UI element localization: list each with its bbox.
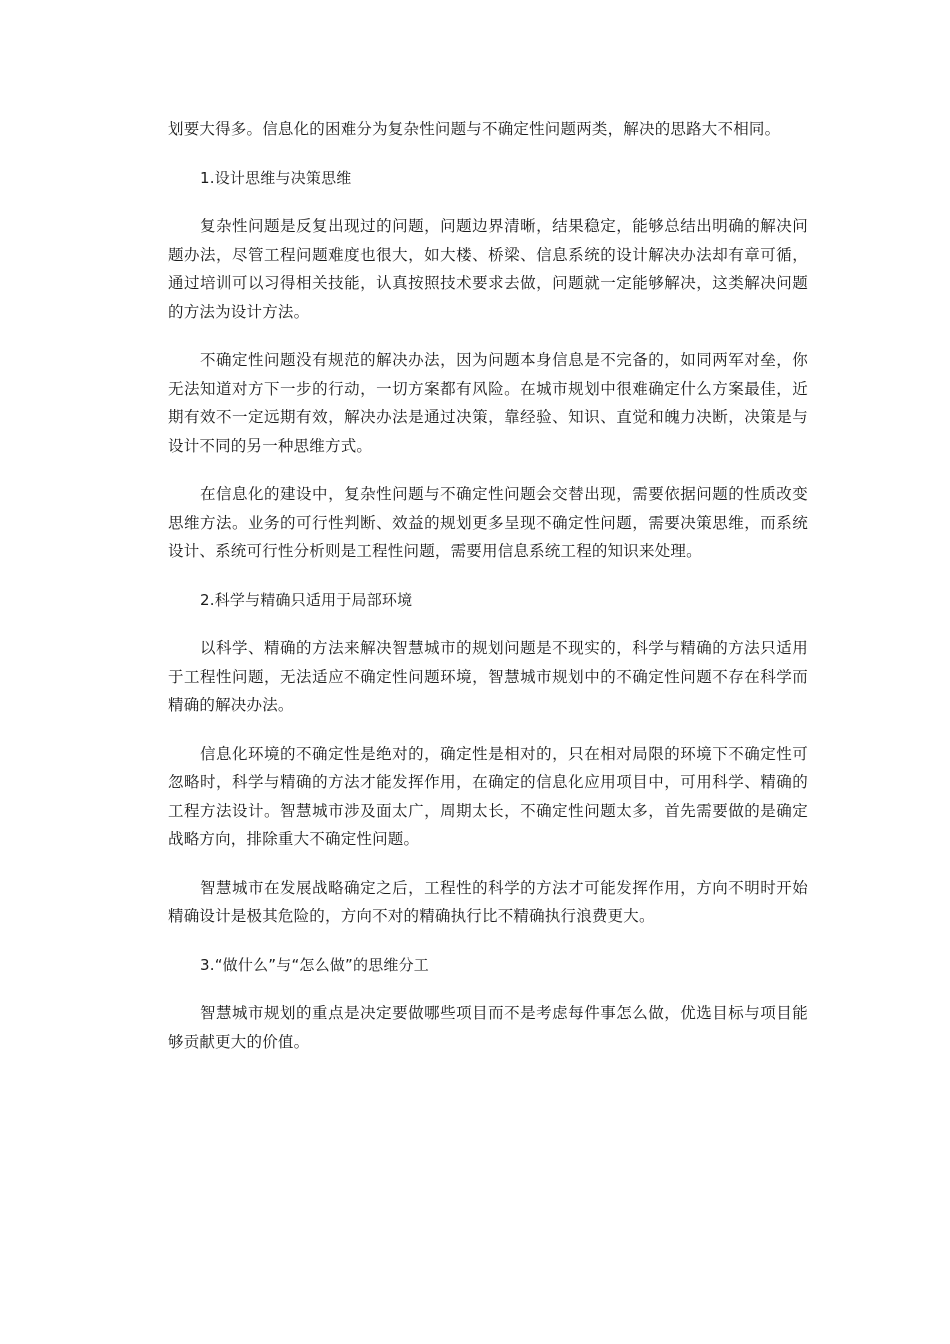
paragraph: 在信息化的建设中，复杂性问题与不确定性问题会交替出现，需要依据问题的性质改变思维方法。业务的可行性判断、效益的规划更多呈现不确定性问题，需要决策思维，而系统设计、系统可行性分析则是工程性问题，需要用信息系统工程的知识来处理。 xyxy=(168,485,808,560)
paragraph: 以科学、精确的方法来解决智慧城市的规划问题是不现实的，科学与精确的方法只适用于工程性问题，无法适应不确定性问题环境，智慧城市规划中的不确定性问题不存在科学而精确的解决办法。 xyxy=(168,639,808,714)
paragraph: 复杂性问题是反复出现过的问题，问题边界清晰，结果稳定，能够总结出明确的解决问题办法，尽管工程问题难度也很大，如大楼、桥梁、信息系统的设计解决办法却有章可循，通过培训可以习得相关技能，认真按照技术要求去做，问题就一定能够解决，这类解决问题的方法为设计方法。 xyxy=(168,217,808,321)
paragraph: 智慧城市规划的重点是决定要做哪些项目而不是考虑每件事怎么做，优选目标与项目能够贡献更大的价值。 xyxy=(168,1004,808,1051)
section-heading: 1.设计思维与决策思维 xyxy=(200,168,352,187)
section-heading: 3.“做什么”与“怎么做”的思维分工 xyxy=(200,955,429,974)
paragraph: 信息化环境的不确定性是绝对的，确定性是相对的，只在相对局限的环境下不确定性可忽略时，科学与精确的方法才能发挥作用，在确定的信息化应用项目中，可用科学、精确的工程方法设计。智慧城市涉及面太广，周期太长，不确定性问题太多，首先需要做的是确定战略方向，排除重大不确定性问题。 xyxy=(168,744,808,848)
section-heading: 2.科学与精确只适用于局部环境 xyxy=(200,590,413,609)
document-body xyxy=(168,115,808,1056)
paragraph: 智慧城市在发展战略确定之后，工程性的科学的方法才可能发挥作用，方向不明时开始精确设计是极其危险的，方向不对的精确执行比不精确执行浪费更大。 xyxy=(168,878,808,925)
paragraph: 不确定性问题没有规范的解决办法，因为问题本身信息是不完备的，如同两军对垒，你无法知道对方下一步的行动，一切方案都有风险。在城市规划中很难确定什么方案最佳，近期有效不一定远期有效，解决办法是通过决策，靠经验、知识、直觉和魄力决断，决策是与设计不同的另一种思维方式。 xyxy=(168,351,808,455)
paragraph: 划要大得多。信息化的困难分为复杂性问题与不确定性问题两类，解决的思路大不相同。 xyxy=(168,120,781,138)
